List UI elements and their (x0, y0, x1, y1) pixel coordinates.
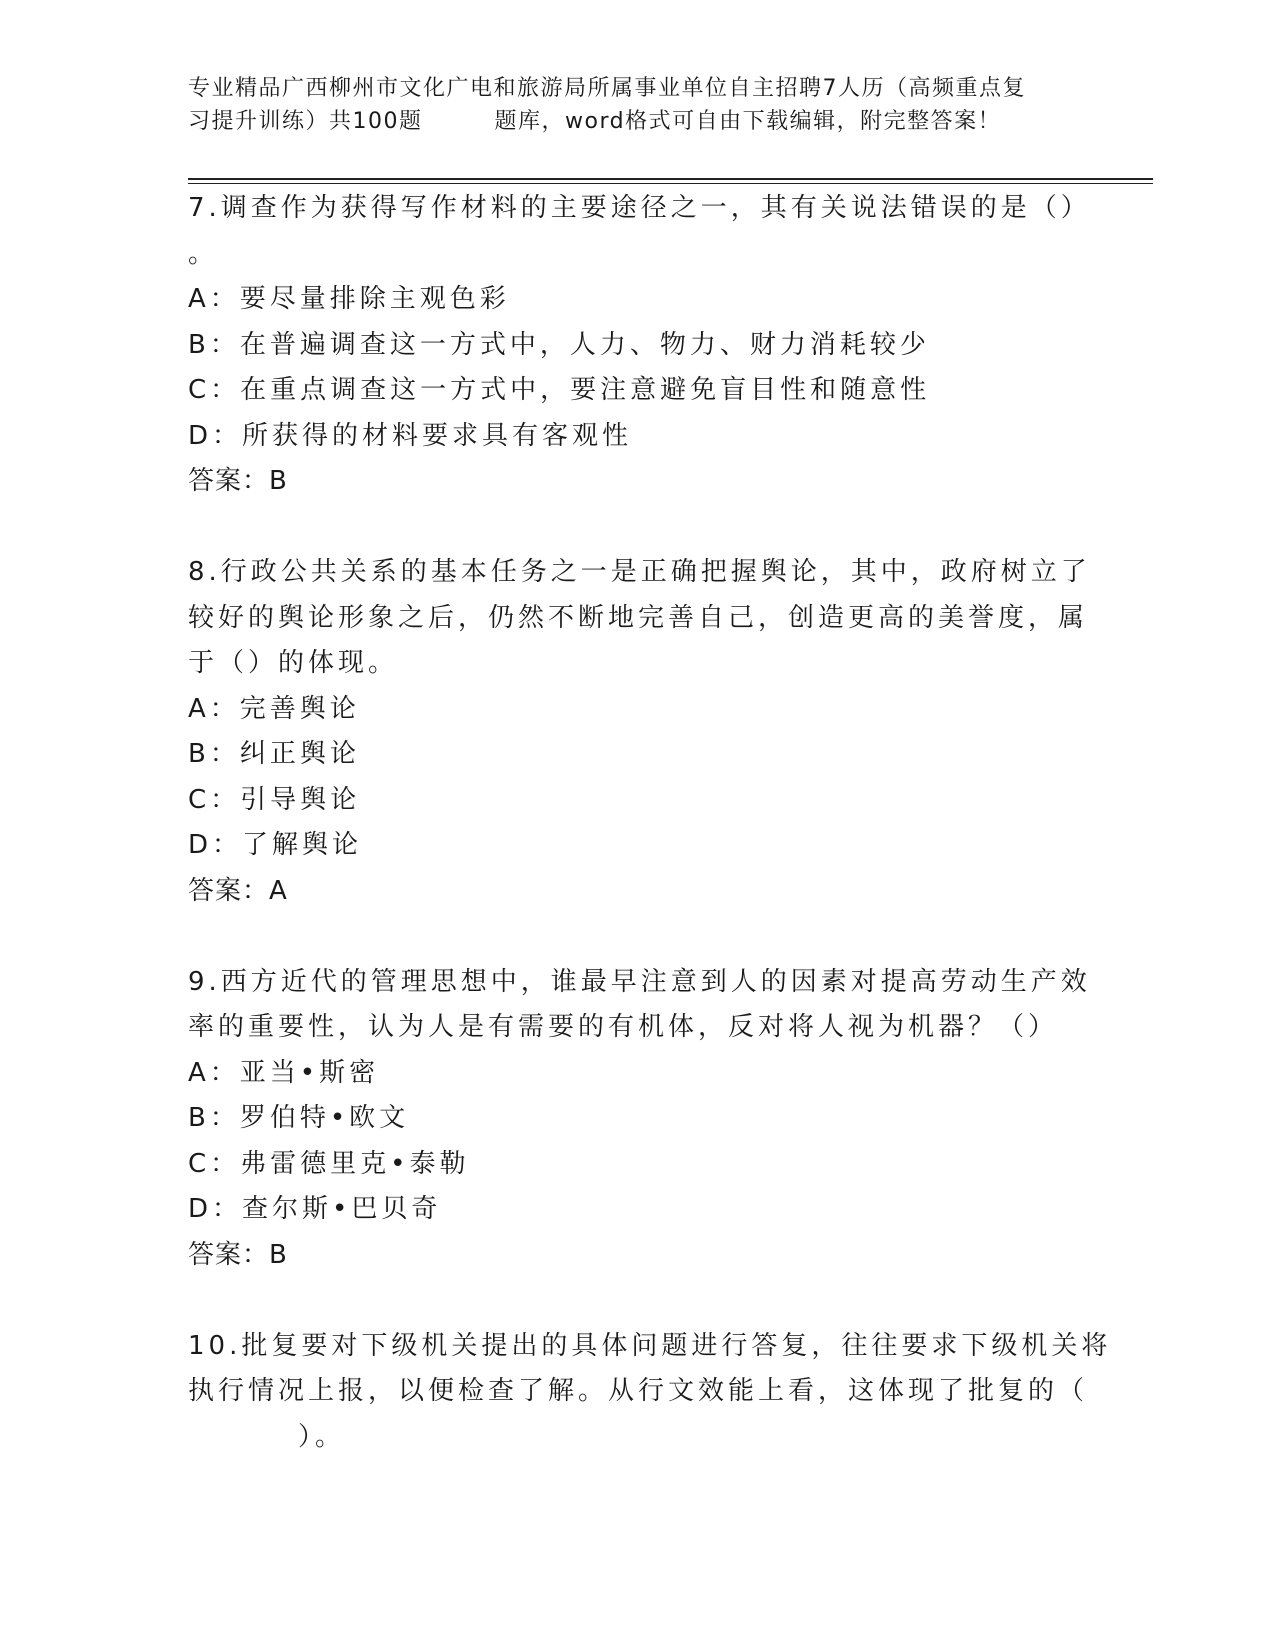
option-a: A：完善舆论 (188, 693, 360, 724)
option-a: A：要尽量排除主观色彩 (188, 284, 510, 314)
question-text-line (188, 1415, 1068, 1461)
question-text-line: 10.批复要对下级机关提出的具体问题进行答复，往往要求下级机关将 (188, 1330, 1112, 1361)
question-text-line: 7.调查作为获得写作材料的主要途径之一，其有关说法错误的是（） (188, 193, 1091, 223)
option-c: C：引导舆论 (188, 784, 361, 815)
question-text-line: 较好的舆论形象之后，仍然不断地完善自己，创造更高的美誉度，属 (188, 602, 1089, 633)
question-8 (188, 550, 1091, 914)
question-text-line: 执行情况上报，以便检查了解。从行文效能上看，这体现了批复的（ (188, 1376, 1089, 1406)
question-text-line: 8.行政公共关系的基本任务之一是正确把握舆论，其中，政府树立了 (188, 557, 1091, 587)
option-d: D：所获得的材料要求具有客观性 (188, 420, 633, 451)
header-line-2-right: 题库，word格式可自由下载编辑，附完整答案！ (494, 109, 1002, 134)
header-line-1: 专业精品广西柳州市文化广电和旅游局所属事业单位自主招聘7人历（高频重点复 (188, 76, 1026, 101)
answer: 答案：B (188, 466, 288, 496)
question-text-line: 9.西方近代的管理思想中，谁最早注意到人的因素对提高劳动生产效 (188, 966, 1091, 997)
option-c: C：在重点调查这一方式中，要注意避免盲目性和随意性 (188, 375, 931, 405)
option-b: B：在普遍调查这一方式中，人力、物力、财力消耗较少 (188, 329, 930, 360)
question-list (188, 186, 1112, 1460)
question-text-tail: ）。 (298, 1421, 346, 1452)
question-text-line: 。 (188, 238, 219, 269)
option-c: C：弗雷德里克•泰勒 (188, 1148, 470, 1179)
question-text-line: 于（）的体现。 (188, 648, 399, 678)
option-b: B：纠正舆论 (188, 739, 360, 769)
option-d: D：了解舆论 (188, 830, 363, 860)
question-9 (188, 960, 1091, 1279)
option-b: B：罗伯特•欧文 (188, 1103, 410, 1133)
header-line-2-left: 习提升训练）共100题 (188, 109, 423, 134)
question-text-line: 率的重要性，认为人是有需要的有机体，反对将人视为机器？（） (188, 1012, 1059, 1042)
document-header (188, 72, 1088, 138)
question-10 (188, 1324, 1112, 1461)
answer: 答案：A (188, 875, 288, 906)
question-7 (188, 186, 1091, 505)
header-line-2 (188, 105, 1088, 138)
option-d: D：查尔斯•巴贝奇 (188, 1194, 442, 1224)
option-a: A：亚当•斯密 (188, 1057, 380, 1088)
header-rule-thick (188, 178, 1153, 180)
answer: 答案：B (188, 1239, 288, 1270)
header-rule-thin (188, 183, 1153, 184)
